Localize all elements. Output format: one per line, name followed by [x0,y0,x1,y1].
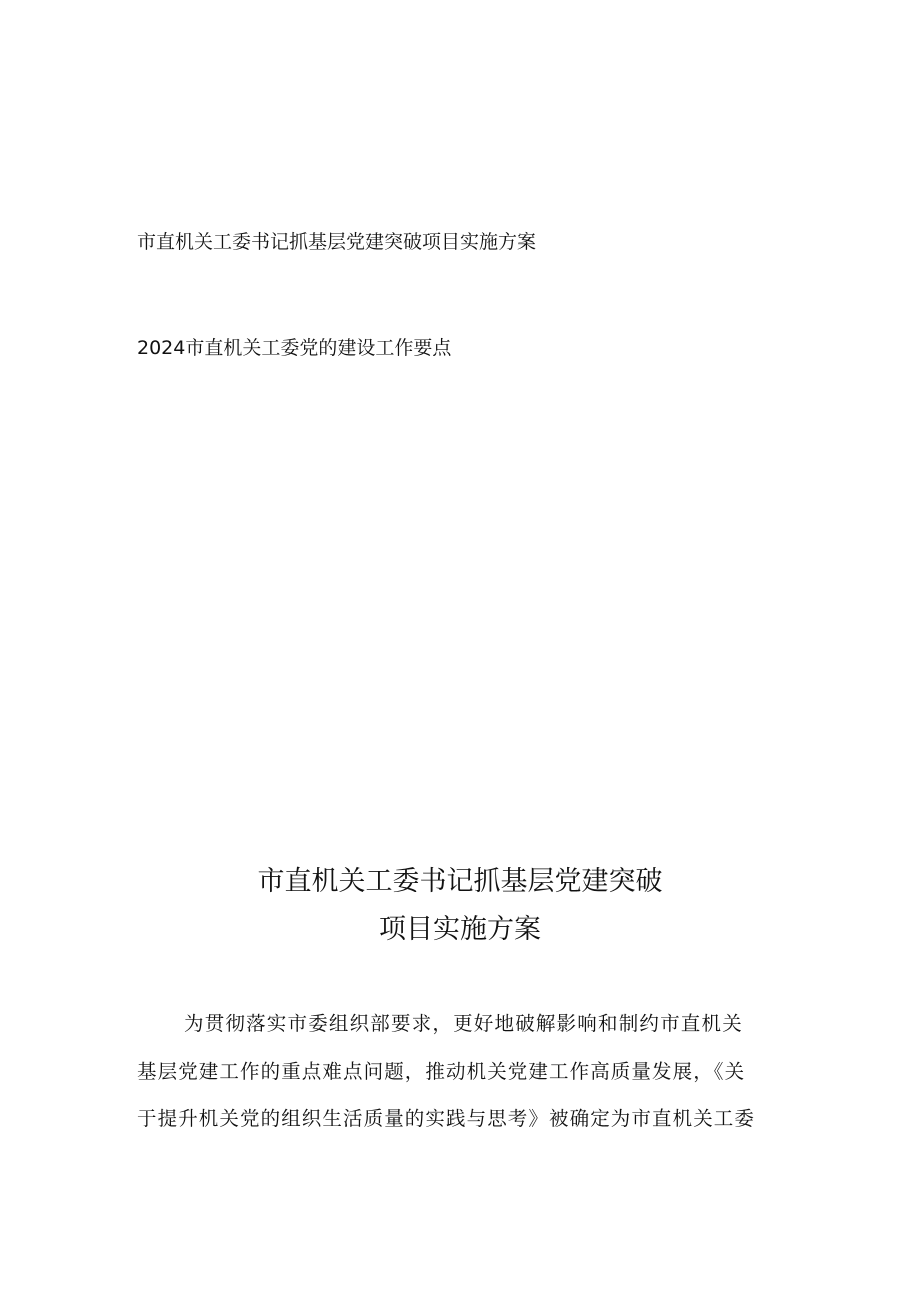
body-paragraph-line-3: 于提升机关党的组织生活质量的实践与思考》被确定为市直机关工委 [137,1107,756,1130]
body-paragraph-line-1: 为贯彻落实市委组织部要求，更好地破解影响和制约市直机关 [184,1012,743,1035]
document-title-line-1: 市直机关工委书记抓基层党建突破 [257,866,663,897]
body-paragraph-line-2: 基层党建工作的重点难点问题，推动机关党建工作高质量发展，《关 [137,1060,746,1083]
toc-item-implementation-plan: 市直机关工委书记抓基层党建突破项目实施方案 [137,231,537,253]
document-title-line-2: 项目实施方案 [379,914,541,945]
toc-item-work-points-2024: 2024市直机关工委党的建设工作要点 [137,337,452,359]
